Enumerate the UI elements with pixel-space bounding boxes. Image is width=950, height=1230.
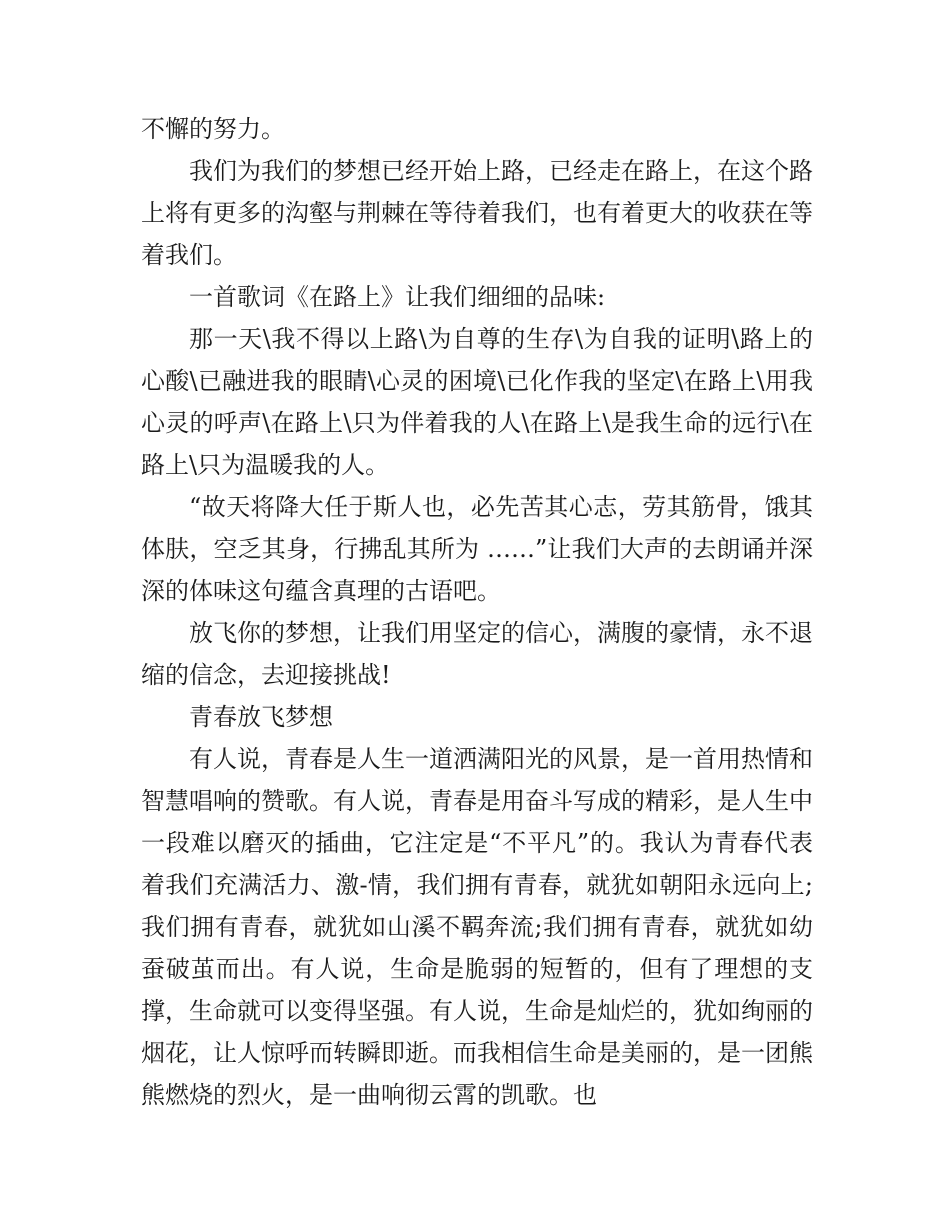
paragraph-on-the-road: 我们为我们的梦想已经开始上路，已经走在路上，在这个路上将有更多的沟壑与荆棘在等待着我们，也有着更大的收获在等着我们。 (141, 157, 813, 269)
section-heading: 青春放飞梦想 (189, 703, 333, 731)
document-body (141, 108, 813, 1116)
paragraph-youth: 有人说，青春是人生一道洒满阳光的风景，是一首用热情和智慧唱响的赞歌。有人说，青春是用奋斗写成的精彩，是人生中一段难以磨灭的插曲，它注定是“不平凡”的。我认为青春代表着我们充满活力、激-情，我们拥有青春，就犹如朝阳永远向上;我们拥有青春，就犹如山溪不羁奔流;我们拥有青春，就犹如幼蚕破茧而出。有人说，生命是脆弱的短暂的，但有了理想的支撑，生命就可以变得坚强。有人说，生命是灿烂的，犹如绚丽的烟花，让人惊呼而转瞬即逝。而我相信生命是美丽的，是一团熊熊燃烧的烈火，是一曲响彻云霄的凯歌。也 (141, 745, 813, 1109)
paragraph-song-intro: 一首歌词《在路上》让我们细细的品味: (189, 283, 606, 311)
paragraph-continuation: 不懈的努力。 (141, 115, 285, 143)
paragraph-release-dreams: 放飞你的梦想，让我们用坚定的信心，满腹的豪情，永不退缩的信念，去迎接挑战! (141, 619, 813, 689)
paragraph-ancient-quote: “故天将降大任于斯人也，必先苦其心志，劳其筋骨，饿其体肤，空乏其身，行拂乱其所为 ……”让我们大声的去朗诵并深深的体味这句蕴含真理的古语吧。 (141, 493, 813, 605)
paragraph-song-lyrics: 那一天\我不得以上路\为自尊的生存\为自我的证明\路上的心酸\已融进我的眼睛\心灵的困境\已化作我的坚定\在路上\用我心灵的呼声\在路上\只为伴着我的人\在路上\是我生命的远行\在路上\只为温暖我的人。 (141, 325, 813, 479)
